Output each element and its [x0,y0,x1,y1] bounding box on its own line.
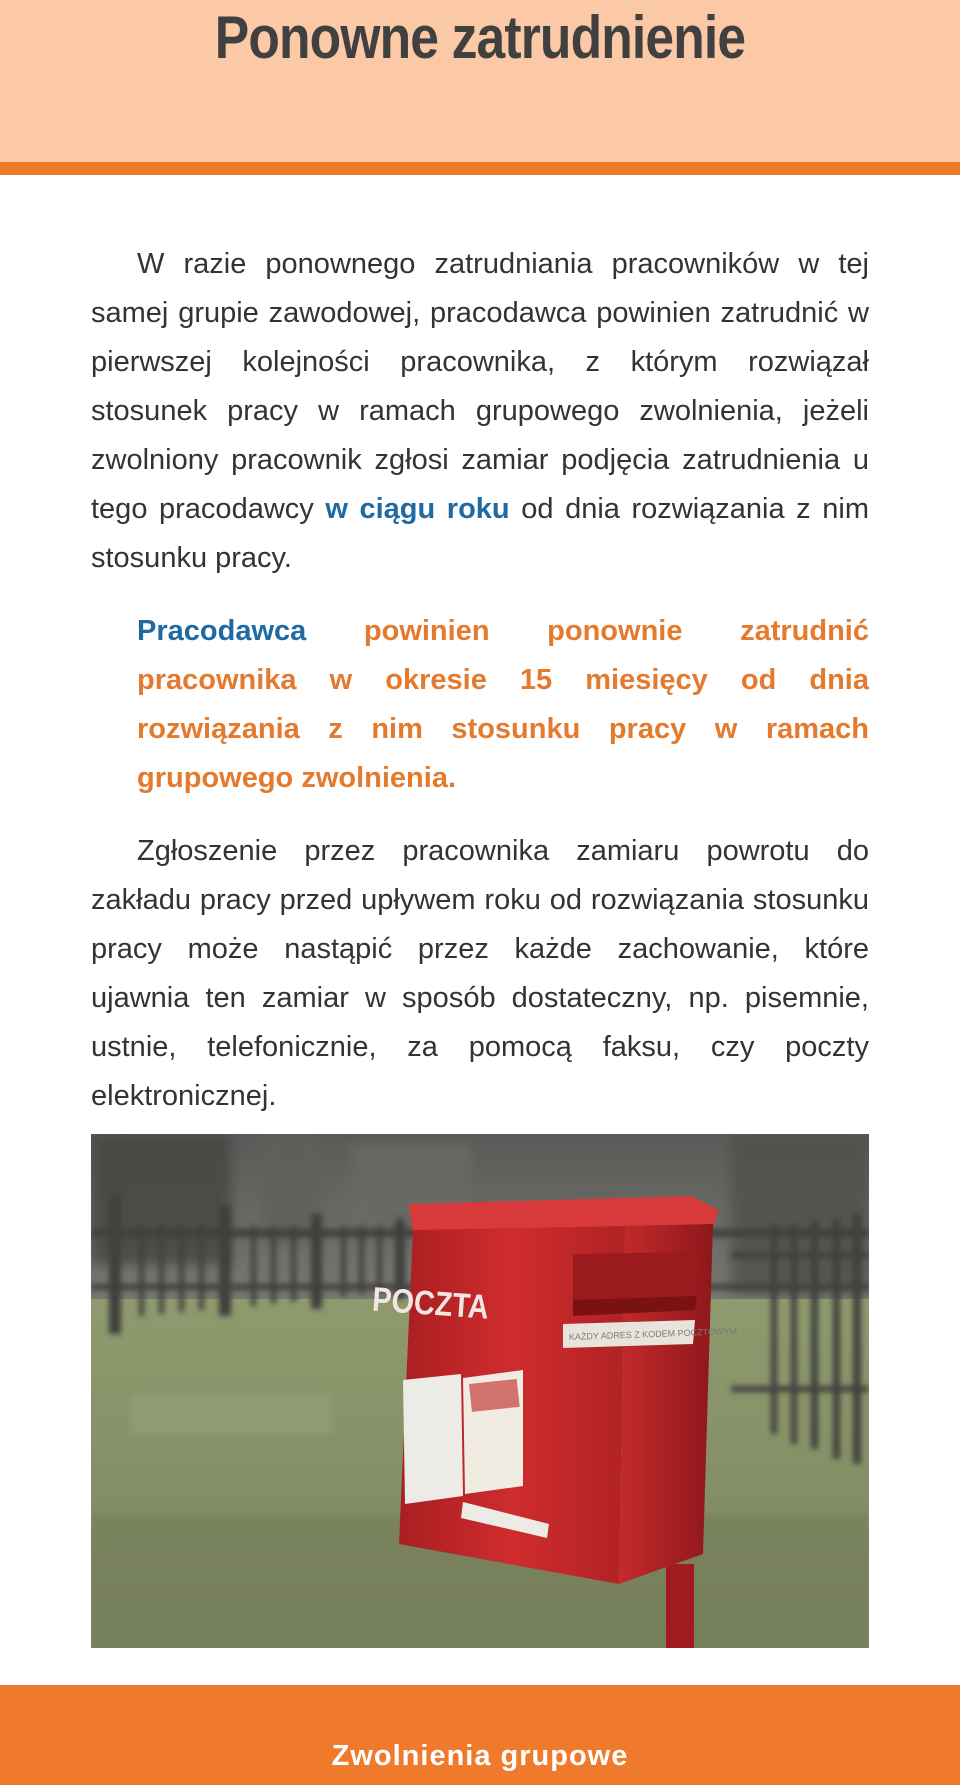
paragraph-notification: Zgłoszenie przez pracownika zamiaru powrotu do zakładu pracy przed upływem roku od rozwiązania stosunku pracy może nastąpić przez każde zachowanie, które ujawnia ten zamiar w sposób dostateczny, np. pisemnie, ustnie, telefonicznie, za pomocą faksu, czy poczty elektronicznej. [91,835,869,1112]
mailbox-post [666,1564,694,1648]
header-band [0,0,960,162]
paragraph-rehiring-emphasis: w ciągu roku [325,493,510,525]
paragraph-rehiring-text-start: W razie ponownego zatrudniania pracowników w tej samej grupie zawodowej, pracodawca powinien zatrudnić w pierwszej kolejności pracownika, z którym rozwiązał stosunek pracy w ramach grupowego zwolnienia, jeżeli zwolniony pracownik zgłosi zamiar podjęcia zatrudnienia u tego pracodawcy [91,248,869,525]
footer-section-label: Zwolnienia grupowe [331,1740,629,1772]
highlight-text: powinien ponownie zatrudnić pracownika w okresie 15 miesięcy od dnia rozwiązania z nim stosunku pracy w ramach grupowego zwolnienia. [137,615,869,794]
main-content [91,240,869,1121]
mailbox [371,1196,737,1584]
footer-band [0,1685,960,1785]
page-title: Ponowne zatrudnienie [214,4,746,71]
highlight-callout [137,607,869,803]
paragraph-rehiring-text-end: od dnia rozwiązania z nim stosunku pracy. [91,493,869,574]
header-divider [0,162,960,175]
mailbox-plate-text: KAŻDY ADRES Z KODEM POCZTOWYM [568,1326,738,1342]
paragraph-rehiring [91,240,869,583]
highlight-subject: Pracodawca [137,615,307,647]
mailbox-label: POCZTA [371,1279,491,1327]
mailbox-photo [91,1134,869,1648]
